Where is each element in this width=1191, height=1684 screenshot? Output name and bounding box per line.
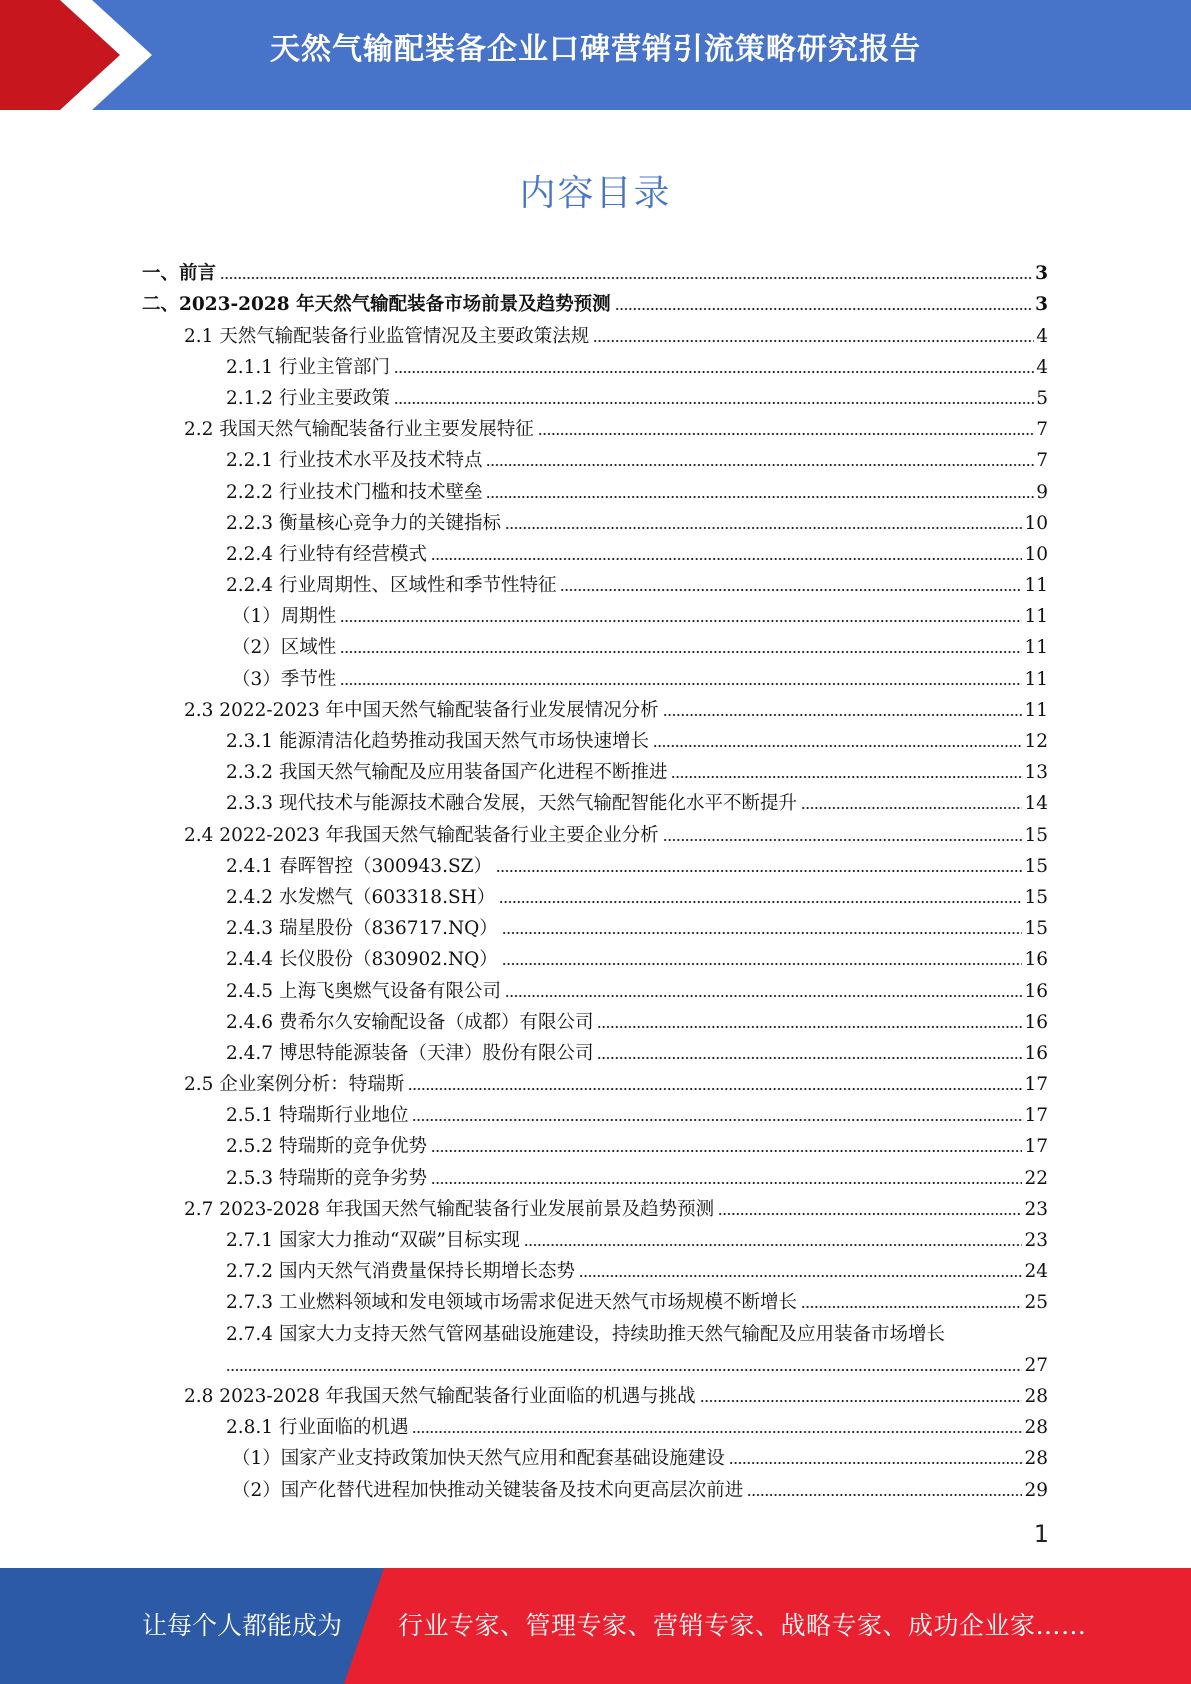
toc-entry-text: 2.4.4 长仪股份（830902.NQ） — [226, 949, 498, 971]
toc-entry-text: 2.7.2 国内天然气消费量保持长期增长态势 — [226, 1261, 575, 1283]
toc-entry-page: 28 — [1024, 1385, 1048, 1407]
toc-entry-text: 2.7.3 工业燃料领域和发电领域市场需求促进天然气市场规模不断增长 — [226, 1292, 797, 1314]
toc-entry[interactable] — [226, 1314, 1048, 1345]
toc-entry-page: 28 — [1024, 1417, 1048, 1439]
toc-entry-text: 2.4.6 费希尔久安输配设备（成都）有限公司 — [226, 1011, 594, 1033]
toc-entry-text: 2.7.4 国家大力支持天然气管网基础设施建设，持续助推天然气输配及应用装备市场增长 — [226, 1323, 945, 1345]
toc-leader-dots — [486, 453, 1034, 467]
toc-entry[interactable] — [226, 1252, 1048, 1283]
toc-entry[interactable] — [226, 379, 1048, 410]
toc-leader-dots — [560, 578, 1022, 592]
toc-entry[interactable] — [226, 971, 1048, 1002]
toc-entry-page: 28 — [1024, 1448, 1048, 1470]
toc-entry-page: 11 — [1024, 575, 1048, 597]
toc-leader-dots — [431, 547, 1022, 561]
toc-leader-dots — [597, 1046, 1022, 1060]
toc-leader-dots — [431, 1171, 1022, 1185]
toc-entry[interactable] — [226, 348, 1048, 379]
toc-entry[interactable] — [184, 410, 1048, 441]
toc-entry-text: 2.5.1 特瑞斯行业地位 — [226, 1105, 409, 1127]
page-number: 1 — [1033, 1520, 1049, 1548]
toc-entry-page: 11 — [1024, 699, 1048, 721]
toc-leader-dots — [220, 266, 1033, 280]
toc-entry-text: 2.4.2 水发燃气（603318.SH） — [226, 886, 496, 908]
toc-entry-page: 13 — [1024, 762, 1048, 784]
toc-entry[interactable] — [232, 1439, 1048, 1470]
toc-entry[interactable] — [226, 441, 1048, 472]
toc-entry-text: 2.5.3 特瑞斯的竞争劣势 — [226, 1167, 427, 1189]
toc-entry-text: 2.5.2 特瑞斯的竞争优势 — [226, 1136, 427, 1158]
toc-entry-page: 3 — [1035, 294, 1048, 316]
toc-entry-page: 23 — [1024, 1230, 1048, 1251]
toc-entry-text: 2.3.1 能源清洁化趋势推动我国天然气市场快速增长 — [226, 731, 649, 752]
toc-entry[interactable] — [232, 597, 1048, 628]
toc-leader-dots — [663, 703, 1023, 717]
toc-entry-text: 2.3.2 我国天然气输配及应用装备国产化进程不断推进 — [226, 762, 668, 784]
toc-entry[interactable] — [226, 878, 1048, 909]
toc-entry[interactable] — [184, 815, 1048, 846]
toc-entry-page: 7 — [1036, 419, 1048, 441]
toc-entry[interactable] — [142, 254, 1048, 285]
toc-entry[interactable] — [226, 940, 1048, 971]
toc-entry-text: 2.3 2022-2023 年中国天然气输配装备行业发展情况分析 — [184, 699, 659, 721]
toc-leader-dots — [340, 672, 1022, 686]
toc-entry[interactable] — [226, 566, 1048, 597]
toc-leader-dots — [394, 391, 1034, 405]
toc-entry-page: 11 — [1024, 606, 1048, 628]
toc-entry-text: （2）区域性 — [232, 637, 337, 659]
toc-entry-page: 5 — [1036, 387, 1048, 409]
toc-entry-page: 11 — [1024, 637, 1048, 659]
toc-entry-page: 29 — [1024, 1479, 1048, 1501]
toc-entry[interactable] — [142, 285, 1048, 316]
toc-entry-page: 10 — [1024, 512, 1048, 534]
toc-entry[interactable] — [226, 847, 1048, 878]
toc-entry[interactable] — [184, 1190, 1048, 1221]
toc-leader-dots — [505, 984, 1022, 998]
toc-leader-dots — [412, 1420, 1022, 1434]
toc-entry-text: 一、前言 — [142, 263, 217, 285]
toc-leader-dots — [747, 1483, 1022, 1497]
toc-leader-dots — [486, 485, 1034, 499]
header-arrow-decoration — [0, 0, 170, 110]
toc-entry-page: 16 — [1024, 1011, 1048, 1033]
toc-entry-page: 9 — [1036, 481, 1048, 503]
report-title: 天然气输配装备企业口碑营销引流策略研究报告 — [270, 32, 921, 67]
toc-leader-dots — [597, 1015, 1022, 1029]
toc-leader-dots — [340, 640, 1022, 654]
toc-entry[interactable] — [184, 1065, 1048, 1096]
toc-leader-dots — [801, 796, 1022, 810]
toc-entry-text: 2.2.2 行业技术门槛和技术壁垒 — [226, 481, 483, 503]
toc-entry[interactable] — [232, 628, 1048, 659]
toc-entry-text: 2.2 我国天然气输配装备行业主要发展特征 — [184, 419, 534, 441]
toc-entry-text: 2.2.4 行业周期性、区域性和季节性特征 — [226, 575, 557, 597]
toc-entry-text: 2.4.3 瑞星股份（836717.NQ） — [226, 918, 498, 940]
toc-leader-dots — [340, 609, 1022, 623]
toc-entry[interactable] — [226, 1283, 1048, 1314]
toc-entry-text: 2.4 2022-2023 年我国天然气输配装备行业主要企业分析 — [184, 824, 659, 846]
toc-entry-page: 4 — [1036, 356, 1048, 378]
toc-leader-dots — [412, 1108, 1022, 1122]
toc-leader-dots — [408, 1077, 1022, 1091]
toc-entry-page: 16 — [1024, 949, 1048, 971]
toc-entry[interactable] — [184, 1377, 1048, 1408]
toc-entry[interactable] — [226, 753, 1048, 784]
toc-entry-text: 2.2.3 衡量核心竞争力的关键指标 — [226, 512, 501, 534]
toc-leader-dots — [653, 734, 1022, 748]
toc-entry-text: 2.3.3 现代技术与能源技术融合发展，天然气输配智能化水平不断提升 — [226, 793, 797, 815]
footer-slogan-left: 让每个人都能成为 — [142, 1611, 343, 1640]
toc-entry-text: （2）国产化替代进程加快推动关键装备及技术向更高层次前进 — [232, 1479, 744, 1501]
toc-entry-text: 2.1 天然气输配装备行业监管情况及主要政策法规 — [184, 325, 590, 347]
toc-entry[interactable] — [226, 504, 1048, 535]
table-of-contents — [0, 254, 1191, 1502]
toc-entry[interactable] — [232, 1470, 1048, 1501]
toc-leader-dots — [579, 1264, 1022, 1278]
toc-entry[interactable] — [184, 316, 1048, 347]
toc-entry-page: 3 — [1035, 263, 1048, 285]
toc-entry-page: 4 — [1036, 325, 1048, 347]
toc-entry[interactable] — [184, 691, 1048, 722]
toc-entry-page: 16 — [1024, 1042, 1048, 1064]
page-footer — [0, 1568, 1191, 1684]
toc-entry-text: 二、2023-2028 年天然气输配装备市场前景及趋势预测 — [142, 294, 611, 316]
toc-leader-dots — [801, 1295, 1022, 1309]
toc-entry[interactable] — [226, 472, 1048, 503]
page-header — [0, 0, 1191, 110]
toc-entry-page: 10 — [1024, 543, 1048, 565]
toc-entry-page: 11 — [1024, 668, 1048, 690]
toc-leader-dots — [718, 1202, 1022, 1216]
toc-entry-text: 2.5 企业案例分析：特瑞斯 — [184, 1074, 405, 1096]
toc-entry[interactable] — [226, 1158, 1048, 1189]
toc-entry-text: 2.7 2023-2028 年我国天然气输配装备行业发展前景及趋势预测 — [184, 1198, 715, 1220]
toc-entry-text: 2.4.1 春晖智控（300943.SZ） — [226, 855, 492, 877]
toc-entry-page: 17 — [1024, 1105, 1048, 1127]
toc-leader-dots — [700, 1389, 1023, 1403]
toc-entry[interactable] — [226, 909, 1048, 940]
toc-entry-text: 2.1.1 行业主管部门 — [226, 356, 390, 378]
toc-entry-text: （3）季节性 — [232, 668, 337, 690]
toc-leader-dots — [496, 859, 1022, 873]
toc-entry-continuation[interactable] — [226, 1346, 1048, 1377]
toc-entry-page: 15 — [1024, 886, 1048, 908]
toc-entry-page: 23 — [1024, 1198, 1048, 1220]
toc-leader-dots — [538, 422, 1034, 436]
toc-entry-page: 16 — [1024, 980, 1048, 1002]
toc-entry-text: （1）国家产业支持政策加快天然气应用和配套基础设施建设 — [232, 1448, 725, 1470]
toc-entry-text: 2.2.4 行业特有经营模式 — [226, 543, 427, 565]
toc-leader-dots — [502, 952, 1023, 966]
toc-entry-page: 15 — [1024, 918, 1048, 940]
toc-entry[interactable] — [226, 1034, 1048, 1065]
toc-entry-text: 2.4.7 博思特能源装备（天津）股份有限公司 — [226, 1042, 594, 1064]
toc-leader-dots — [226, 1358, 1022, 1372]
toc-leader-dots — [431, 1139, 1022, 1153]
toc-entry-text: （1）周期性 — [232, 606, 337, 628]
toc-leader-dots — [729, 1451, 1023, 1465]
toc-leader-dots — [499, 890, 1022, 904]
toc-leader-dots — [615, 297, 1034, 311]
toc-entry-text: 2.2.1 行业技术水平及技术特点 — [226, 450, 483, 472]
toc-entry-page: 12 — [1024, 731, 1048, 752]
toc-entry-page: 25 — [1024, 1292, 1048, 1314]
toc-entry-page: 15 — [1024, 824, 1048, 846]
toc-entry-text: 2.1.2 行业主要政策 — [226, 387, 390, 409]
toc-leader-dots — [593, 329, 1034, 343]
toc-leader-dots — [524, 1233, 1023, 1247]
toc-entry-page: 22 — [1024, 1167, 1048, 1189]
toc-entry[interactable] — [226, 1221, 1048, 1252]
toc-entry-page: 17 — [1024, 1136, 1048, 1158]
toc-leader-dots — [505, 516, 1022, 530]
toc-entry-page: 27 — [1024, 1354, 1048, 1376]
footer-slogan-right: 行业专家、管理专家、营销专家、战略专家、成功企业家…… — [398, 1611, 1087, 1640]
toc-entry[interactable] — [226, 1096, 1048, 1127]
toc-entry[interactable] — [226, 722, 1048, 753]
toc-entry[interactable] — [232, 659, 1048, 690]
toc-leader-dots — [394, 360, 1034, 374]
toc-entry-page: 17 — [1024, 1074, 1048, 1096]
toc-entry-text: 2.8 2023-2028 年我国天然气输配装备行业面临的机遇与挑战 — [184, 1385, 696, 1407]
toc-entry-text: 2.4.5 上海飞奥燃气设备有限公司 — [226, 980, 501, 1002]
toc-entry[interactable] — [226, 1003, 1048, 1034]
toc-entry[interactable] — [226, 535, 1048, 566]
toc-heading: 内容目录 — [519, 173, 672, 214]
toc-entry-text: 2.7.1 国家大力推动“双碳”目标实现 — [226, 1230, 520, 1251]
toc-entry-page: 24 — [1024, 1261, 1048, 1283]
toc-entry-page: 7 — [1036, 450, 1048, 472]
toc-leader-dots — [663, 828, 1023, 842]
toc-entry[interactable] — [226, 1127, 1048, 1158]
toc-entry[interactable] — [226, 784, 1048, 815]
toc-entry-page: 15 — [1024, 855, 1048, 877]
toc-entry-text: 2.8.1 行业面临的机遇 — [226, 1417, 409, 1439]
toc-entry[interactable] — [226, 1408, 1048, 1439]
toc-entry-page: 14 — [1024, 793, 1048, 815]
toc-leader-dots — [502, 921, 1023, 935]
toc-leader-dots — [671, 765, 1022, 779]
